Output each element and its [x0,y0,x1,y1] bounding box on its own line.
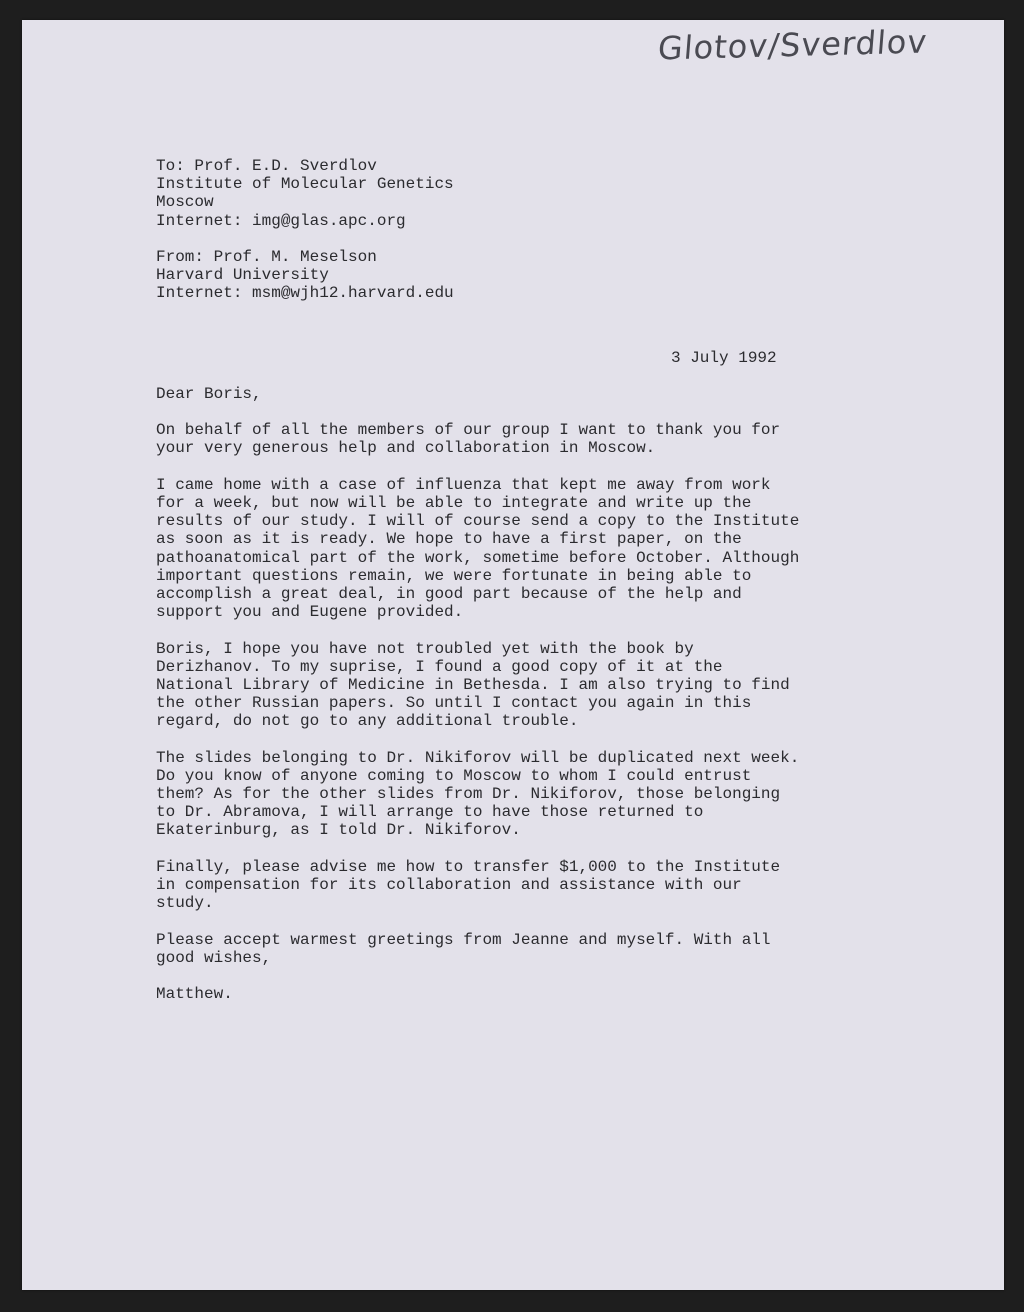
paragraph-line: National Library of Medicine in Bethesda. I am also trying to find [156,675,790,694]
paragraph-line: them? As for the other slides from Dr. Nikiforov, those belonging [156,785,781,803]
paragraph-greetings [156,931,896,967]
letter-page [22,20,1004,1290]
recipient-city: Moscow [156,193,214,212]
paragraph-transfer [156,858,896,913]
recipient-institute: Institute of Molecular Genetics [156,175,454,194]
paragraph-thanks [156,421,896,457]
paragraph-line: On behalf of all the members of our group I want to thank you for [156,421,781,440]
paragraph-line: I came home with a case of influenza that kept me away from work [156,475,771,494]
paragraph-line: results of our study. I will of course send a copy to the Institute [156,512,800,531]
paragraph-line: as soon as it is ready. We hope to have a first paper, on the [156,530,742,549]
paragraph-line: Ekaterinburg, as I told Dr. Nikiforov. [156,821,521,840]
paragraph-line: important questions remain, we were fortunate in being able to [156,566,752,585]
signature-closing: Matthew. [156,985,233,1004]
paragraph-line: support you and Eugene provided. [156,603,464,622]
paragraph-line: in compensation for its collaboration and assistance with our [156,875,742,894]
recipient-block [156,157,896,230]
letter-body [156,157,896,1003]
recipient-name: To: Prof. E.D. Sverdlov [156,157,377,175]
paragraph-line: Please accept warmest greetings from Jeanne and myself. With all [156,930,771,949]
paragraph-line: Derizhanov. To my suprise, I found a good copy of it at the [156,657,723,676]
recipient-email: Internet: img@glas.apc.org [156,211,406,230]
paragraph-line: Boris, I hope you have not troubled yet with the book by [156,639,694,658]
sender-block [156,248,896,303]
paragraph-book [156,640,896,731]
paragraph-study [156,476,896,622]
paragraph-line: Finally, please advise me how to transfer $1,000 to the Institute [156,857,781,876]
letter-date: 3 July 1992 [671,348,777,367]
sender-institution: Harvard University [156,266,329,285]
paragraph-line: the other Russian papers. So until I contact you again in this [156,694,752,713]
paragraph-slides [156,749,896,840]
salutation: Dear Boris, [156,384,262,403]
paragraph-line: study. [156,894,214,913]
paragraph-line: to Dr. Abramova, I will arrange to have those returned to [156,803,704,822]
paragraph-line: for a week, but now will be able to integrate and write up the [156,494,752,512]
sender-email: Internet: msm@wjh12.harvard.edu [156,284,454,303]
handwritten-annotation: Glotov/Sverdlov [656,22,929,68]
paragraph-line: The slides belonging to Dr. Nikiforov will be duplicated next week. [156,748,800,767]
paragraph-line: accomplish a great deal, in good part because of the help and [156,584,742,603]
sender-name: From: Prof. M. Meselson [156,247,377,266]
paragraph-line: Do you know of anyone coming to Moscow to whom I could entrust [156,766,752,785]
paragraph-line: good wishes, [156,948,272,967]
paragraph-line: your very generous help and collaboration in Moscow. [156,439,656,458]
paragraph-line: pathoanatomical part of the work, sometime before October. Although [156,548,800,567]
paragraph-line: regard, do not go to any additional trouble. [156,712,579,731]
